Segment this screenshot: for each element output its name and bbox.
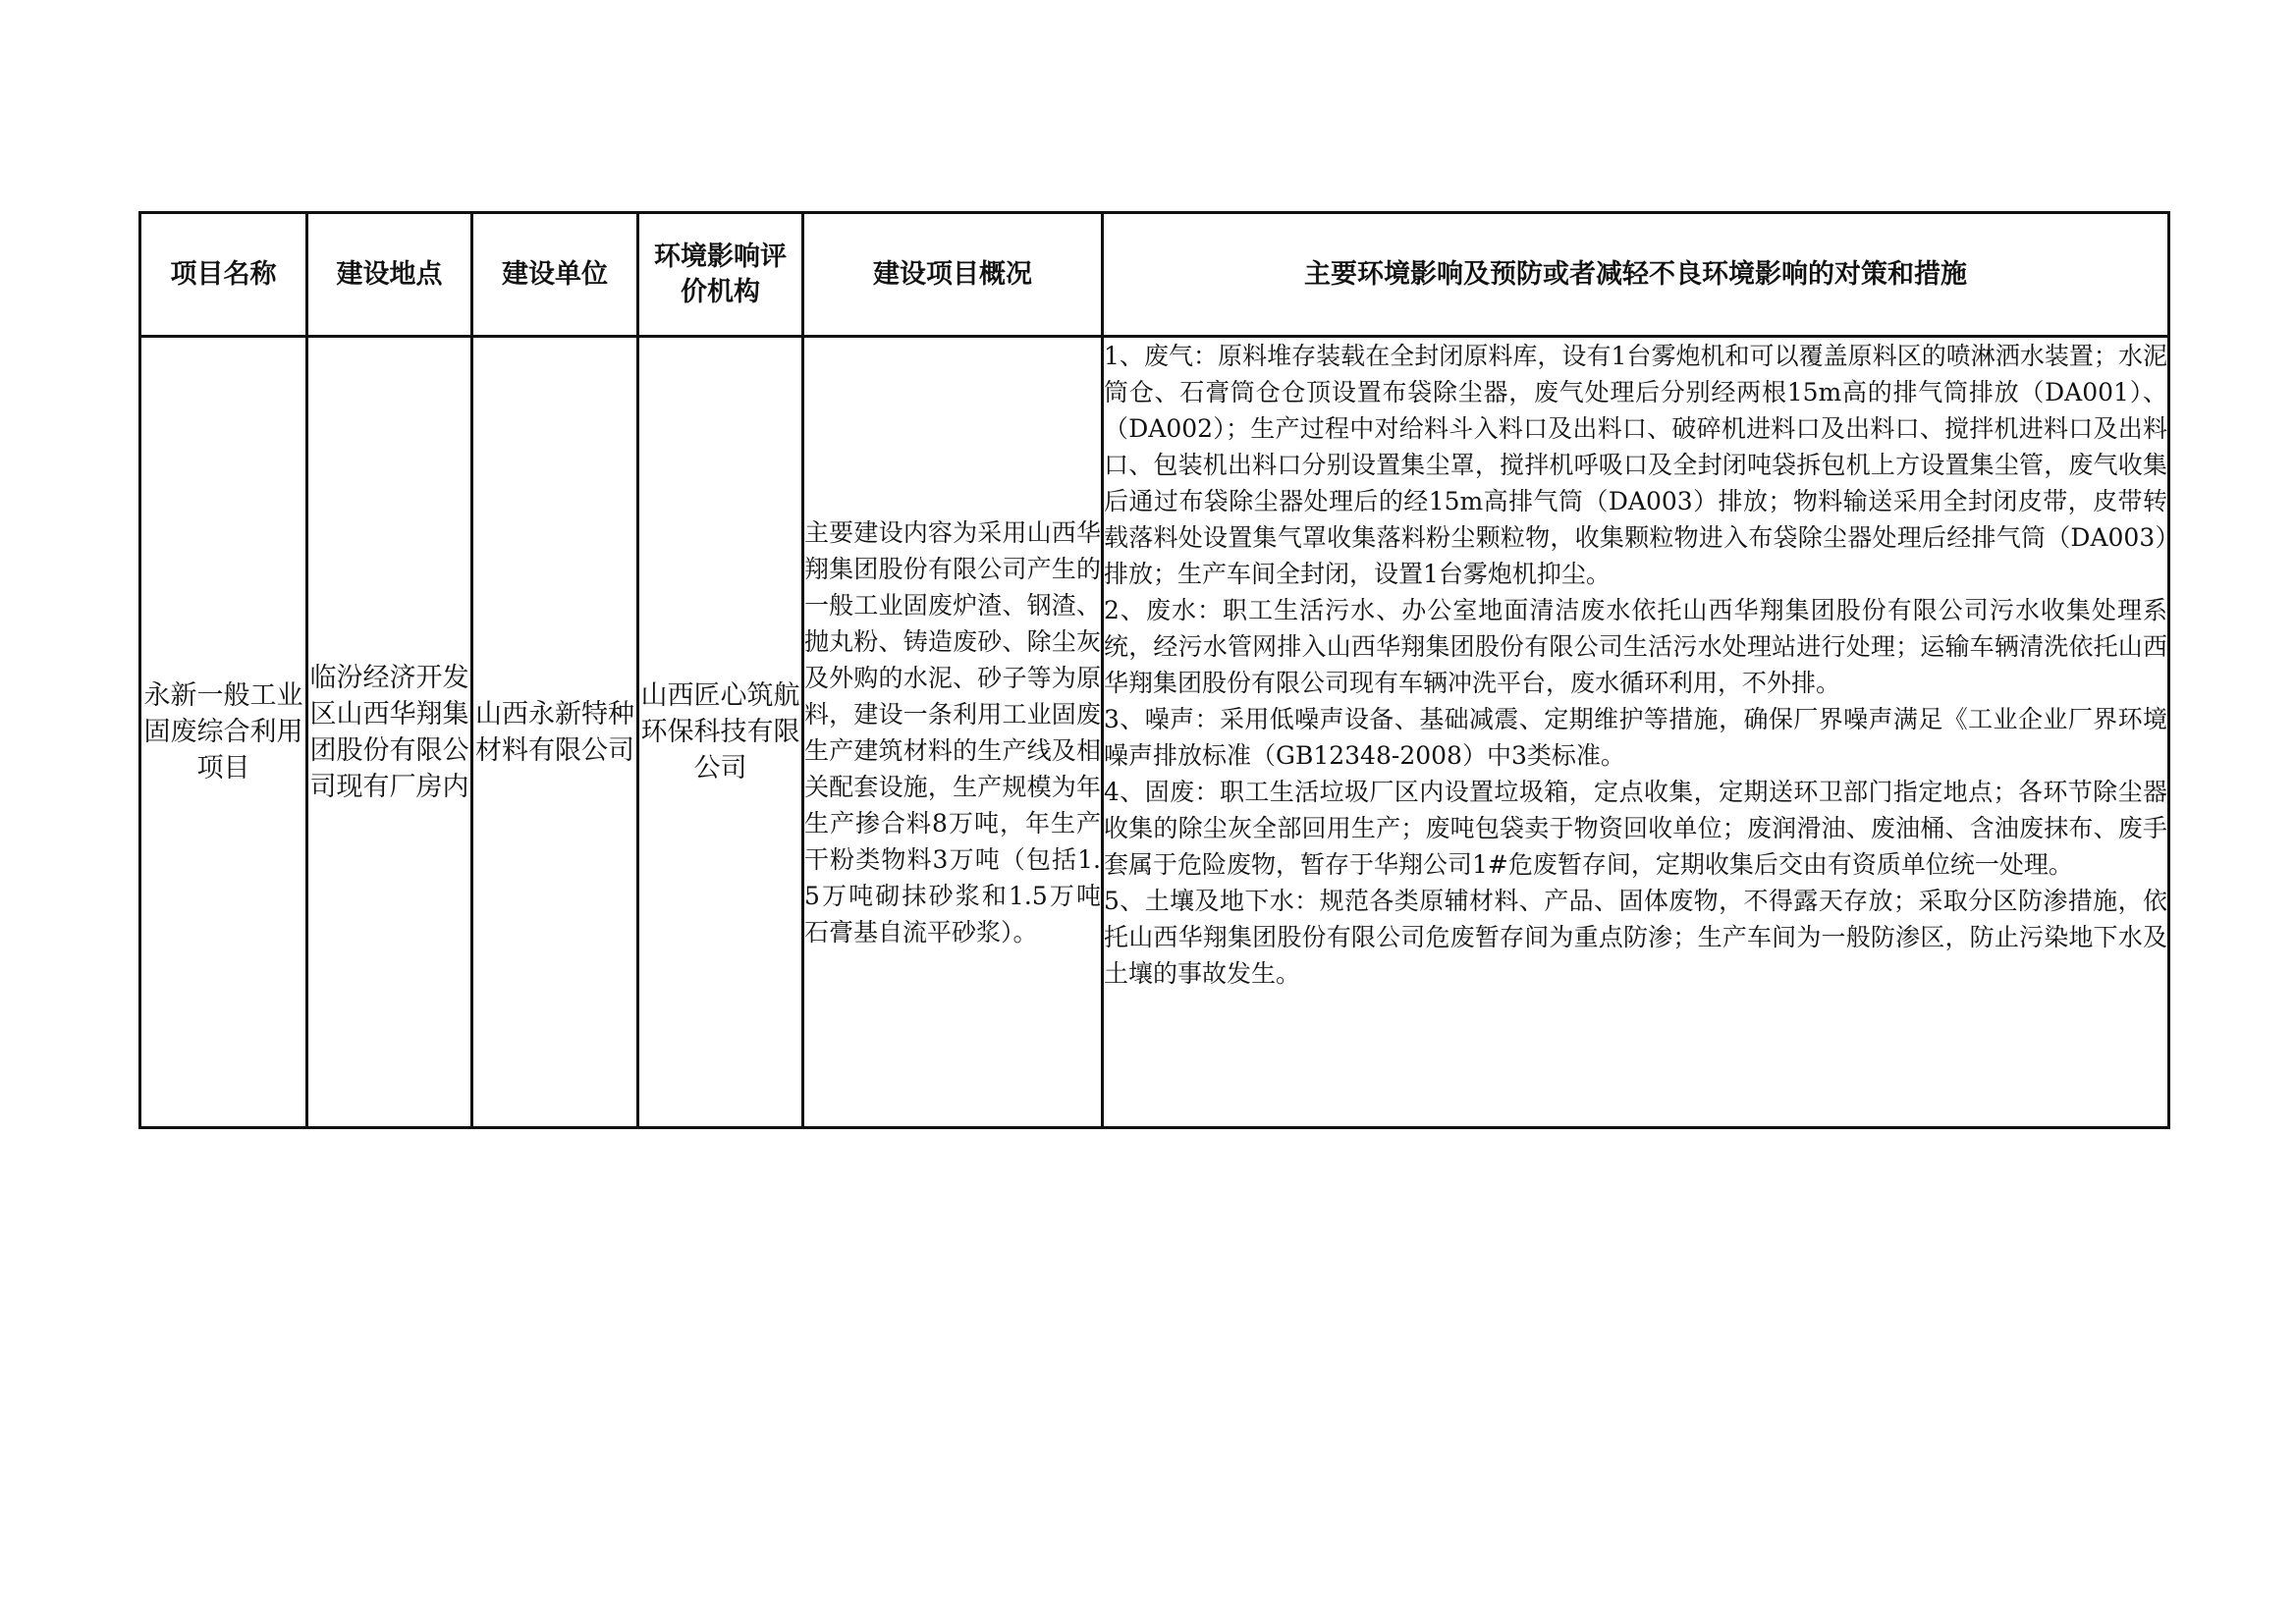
measure-water: 2、废水：职工生活污水、办公室地面清洁废水依托山西华翔集团股份有限公司污水收集处理系统，经污水管网排入山西华翔集团股份有限公司生活污水处理站进行处理；运输车辆清洗依托山西华翔集团股份有限公司现有车辆冲洗平台，废水循环利用，不外排。 — [1104, 596, 2167, 697]
measure-solid-waste: 4、固废：职工生活垃圾厂区内设置垃圾箱，定点收集，定期送环卫部门指定地点；各环节除尘器收集的除尘灰全部回用生产；废吨包袋卖于物资回收单位；废润滑油、废油桶、含油废抹布、废手套属于危险废物，暂存于华翔公司1#危废暂存间，定期收集后交由有资质单位统一处理。 — [1104, 778, 2167, 879]
cell-project-name: 永新一般工业固废综合利用项目 — [140, 337, 307, 1128]
cell-measures — [1103, 337, 2169, 1128]
cell-overview: 主要建设内容为采用山西华翔集团股份有限公司产生的一般工业固废炉渣、钢渣、抛丸粉、铸造废砂、除尘灰及外购的水泥、砂子等为原料，建设一条利用工业固废生产建筑材料的生产线及相关配套设施，生产规模为年生产掺合料8万吨，年生产干粉类物料3万吨（包括1.5万吨砌抹砂浆和1.5万吨石膏基自流平砂浆）。 — [803, 337, 1103, 1128]
header-eia-agency: 环境影响评价机构 — [638, 213, 803, 337]
cell-builder: 山西永新特种材料有限公司 — [472, 337, 638, 1128]
cell-eia-agency: 山西匠心筑航环保科技有限公司 — [638, 337, 803, 1128]
table-header-row — [140, 213, 2169, 337]
table-row — [140, 337, 2169, 1128]
header-project-name: 项目名称 — [140, 213, 307, 337]
measure-soil-groundwater: 5、土壤及地下水：规范各类原辅材料、产品、固体废物，不得露天存放；采取分区防渗措施，依托山西华翔集团股份有限公司危废暂存间为重点防渗；生产车间为一般防渗区，防止污染地下水及土壤的事故发生。 — [1104, 887, 2167, 988]
eia-record-table — [138, 211, 2170, 1129]
measure-air: 1、废气：原料堆存装载在全封闭原料库，设有1台雾炮机和可以覆盖原料区的喷淋洒水装置；水泥筒仓、石膏筒仓仓顶设置布袋除尘器，废气处理后分别经两根15m高的排气筒排放（DA001）、（DA002）；生产过程中对给料斗入料口及出料口、破碎机进料口及出料口、搅拌机进料口及出料口、包装机出料口分别设置集尘罩，搅拌机呼吸口及全封闭吨袋拆包机上方设置集尘管，废气收集后通过布袋除尘器处理后的经15m高排气筒（DA003）排放；物料输送采用全封闭皮带，皮带转载落料处设置集气罩收集落料粉尘颗粒物，收集颗粒物进入布袋除尘器处理后经排气筒（DA003）排放；生产车间全封闭，设置1台雾炮机抑尘。 — [1104, 342, 2167, 588]
header-location: 建设地点 — [307, 213, 472, 337]
header-overview: 建设项目概况 — [803, 213, 1103, 337]
cell-location: 临汾经济开发区山西华翔集团股份有限公司现有厂房内 — [307, 337, 472, 1128]
header-measures: 主要环境影响及预防或者减轻不良环境影响的对策和措施 — [1103, 213, 2169, 337]
measure-noise: 3、噪声：采用低噪声设备、基础减震、定期维护等措施，确保厂界噪声满足《工业企业厂界环境噪声排放标准（GB12348-2008）中3类标准。 — [1104, 705, 2167, 770]
header-builder: 建设单位 — [472, 213, 638, 337]
